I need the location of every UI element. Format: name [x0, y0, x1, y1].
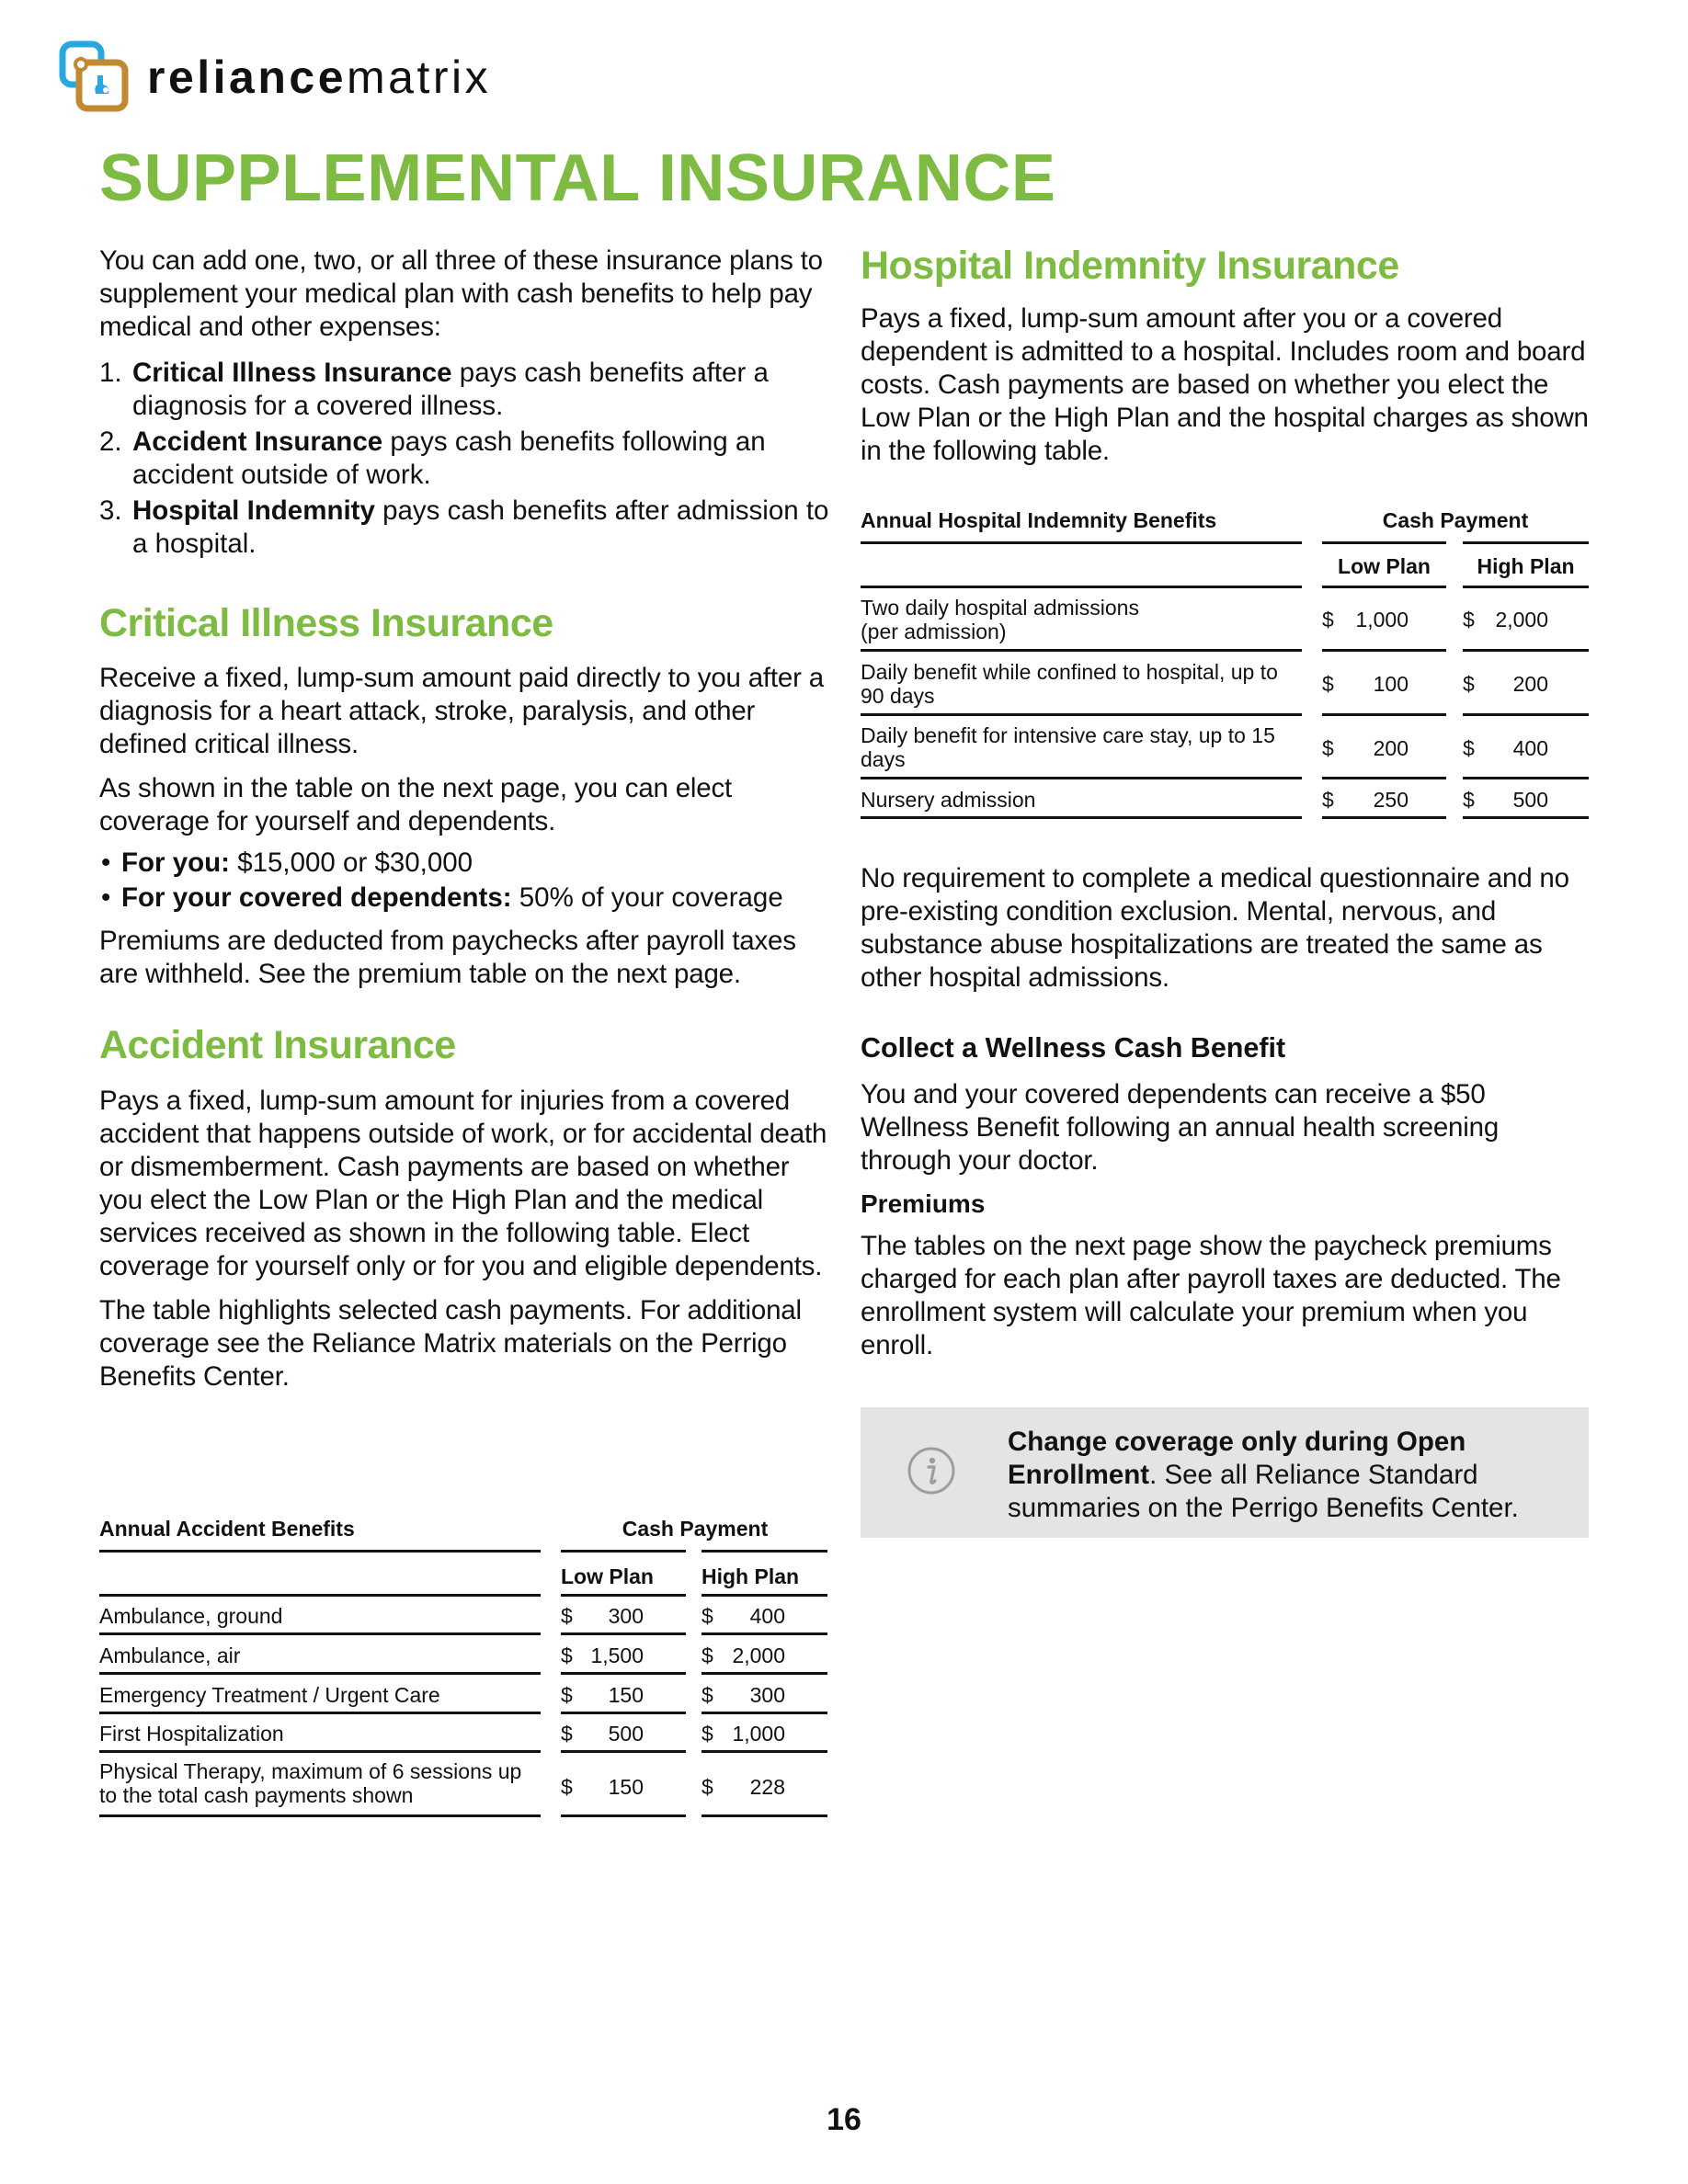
callout-text: Change coverage only during Open Enrollment. See all Reliance Standard summaries on the Perrigo Benefits Center.	[1008, 1427, 1519, 1523]
page-number: 16	[827, 2102, 861, 2137]
accident-table-note: The table highlights selected cash payments. For additional coverage see the Reliance Matrix materials on the Perrigo Benefits Center.	[99, 1294, 802, 1392]
table-row-label: Ambulance, ground	[99, 1604, 283, 1628]
table-cell-high: $ 300	[701, 1683, 785, 1707]
table-row-label: Physical Therapy, maximum of 6 sessions up to the total cash payments shown	[99, 1759, 522, 1807]
table-row-label: Daily benefit for intensive care stay, up to 15 days	[861, 723, 1275, 771]
table-cell-low: $ 1,000	[1322, 608, 1409, 631]
table-cell-low: $ 250	[1322, 788, 1409, 812]
plan-list	[99, 357, 835, 561]
table-cell-high: $ 200	[1463, 672, 1548, 696]
info-icon	[907, 1446, 956, 1496]
right-column	[861, 245, 1596, 479]
critical-illness-coverage-text: As shown in the table on the next page, you can elect coverage for yourself and dependents.	[99, 773, 733, 837]
brand-wordmark: reliancematrix	[147, 51, 492, 103]
table-cell-low: $ 300	[561, 1604, 644, 1628]
hospital-benefits-table	[861, 508, 1596, 821]
table-group-header: Cash Payment	[622, 1517, 769, 1541]
table-title: Annual Hospital Indemnity Benefits	[861, 508, 1217, 532]
table-row-label: Daily benefit while confined to hospital, up to 90 days	[861, 660, 1278, 708]
critical-illness-heading: Critical Illness Insurance	[99, 601, 553, 645]
table-row-label: Two daily hospital admissions (per admission)	[861, 596, 1139, 643]
critical-illness-description: Receive a fixed, lump-sum amount paid directly to you after a diagnosis for a heart attack, stroke, paralysis, and other defined critical illness.	[99, 663, 824, 760]
accident-heading: Accident Insurance	[99, 1023, 456, 1068]
table-row-label: Ambulance, air	[99, 1644, 241, 1667]
plan-list-item: 1. Critical Illness Insurance pays cash benefits after a diagnosis for a covered illness.	[99, 358, 769, 421]
table-cell-high: $ 228	[701, 1775, 785, 1799]
wellness-heading: Collect a Wellness Cash Benefit	[861, 1032, 1286, 1064]
table-cell-high: $ 500	[1463, 788, 1548, 812]
table-cell-high: $ 400	[1463, 736, 1548, 760]
coverage-bullets	[99, 846, 835, 916]
table-cell-low: $ 100	[1322, 672, 1409, 696]
coverage-bullet: • For you: $15,000 or $30,000	[101, 847, 473, 879]
plan-list-item: 3. Hospital Indemnity pays cash benefits after admission to a hospital.	[99, 495, 829, 559]
table-cell-low: $ 500	[561, 1722, 644, 1746]
table-cell-high: $ 2,000	[701, 1644, 785, 1667]
plan-list-item: 2. Accident Insurance pays cash benefits following an accident outside of work.	[99, 427, 766, 490]
premiums-heading: Premiums	[861, 1189, 986, 1218]
reliance-matrix-logo-icon	[59, 40, 132, 114]
hospital-indemnity-description: Pays a fixed, lump-sum amount after you or a covered dependent is admitted to a hospital. Includes room and board costs. Cash payments are based on whether you elect the Low Plan or the High Plan and the hospital charges as shown in the following table.	[861, 303, 1589, 467]
table-cell-low: $ 150	[561, 1683, 644, 1707]
table-row-label: Nursery admission	[861, 788, 1036, 812]
brand-logo	[59, 40, 491, 114]
intro-text: You can add one, two, or all three of these insurance plans to supplement your medical plan with cash benefits to help pay medical and other expenses:	[99, 245, 823, 342]
table-row-label: Emergency Treatment / Urgent Care	[99, 1683, 440, 1707]
table-row-label: First Hospitalization	[99, 1722, 284, 1746]
accident-benefits-table	[99, 1517, 835, 1820]
right-column-lower	[861, 862, 1596, 1373]
table-cell-high: $ 2,000	[1463, 608, 1548, 631]
table-cell-high: $ 1,000	[701, 1722, 785, 1746]
table-group-header: Cash Payment	[1382, 508, 1529, 532]
column-header-high-plan: High Plan	[701, 1564, 800, 1588]
table-cell-low: $ 1,500	[561, 1644, 644, 1667]
premiums-description: The tables on the next page show the paycheck premiums charged for each plan after payroll taxes are deducted. The enrollment system will calculate your premium when you enroll.	[861, 1231, 1561, 1361]
accident-description: Pays a fixed, lump-sum amount for injuries from a covered accident that happens outside of work, or for accidental death or dismemberment. Cash payments are based on whether you elect the Low Plan or the High Plan and the medical services received as shown in the following table. Elect coverage for yourself only or for you and eligible dependents.	[99, 1085, 827, 1281]
hospital-indemnity-heading: Hospital Indemnity Insurance	[861, 244, 1399, 288]
table-cell-high: $ 400	[701, 1604, 785, 1628]
column-header-high-plan: High Plan	[1477, 554, 1575, 578]
table-title: Annual Accident Benefits	[99, 1517, 355, 1541]
left-column	[99, 245, 835, 1405]
column-header-low-plan: Low Plan	[1338, 554, 1431, 578]
open-enrollment-callout	[861, 1407, 1589, 1538]
wellness-description: You and your covered dependents can receive a $50 Wellness Benefit following an annual health screening through your doctor.	[861, 1078, 1500, 1176]
column-header-low-plan: Low Plan	[561, 1564, 654, 1588]
hospital-indemnity-exclusions-text: No requirement to complete a medical questionnaire and no pre-existing condition exclusion. Mental, nervous, and substance abuse hospitalizations are treated the same as other hospital admissions.	[861, 863, 1569, 993]
table-cell-low: $ 150	[561, 1775, 644, 1799]
coverage-bullet: • For your covered dependents: 50% of your coverage	[101, 882, 783, 914]
table-cell-low: $ 200	[1322, 736, 1409, 760]
page-title: SUPPLEMENTAL INSURANCE	[99, 142, 1056, 215]
critical-illness-premiums-text: Premiums are deducted from paychecks after payroll taxes are withheld. See the premium table on the next page.	[99, 926, 796, 990]
